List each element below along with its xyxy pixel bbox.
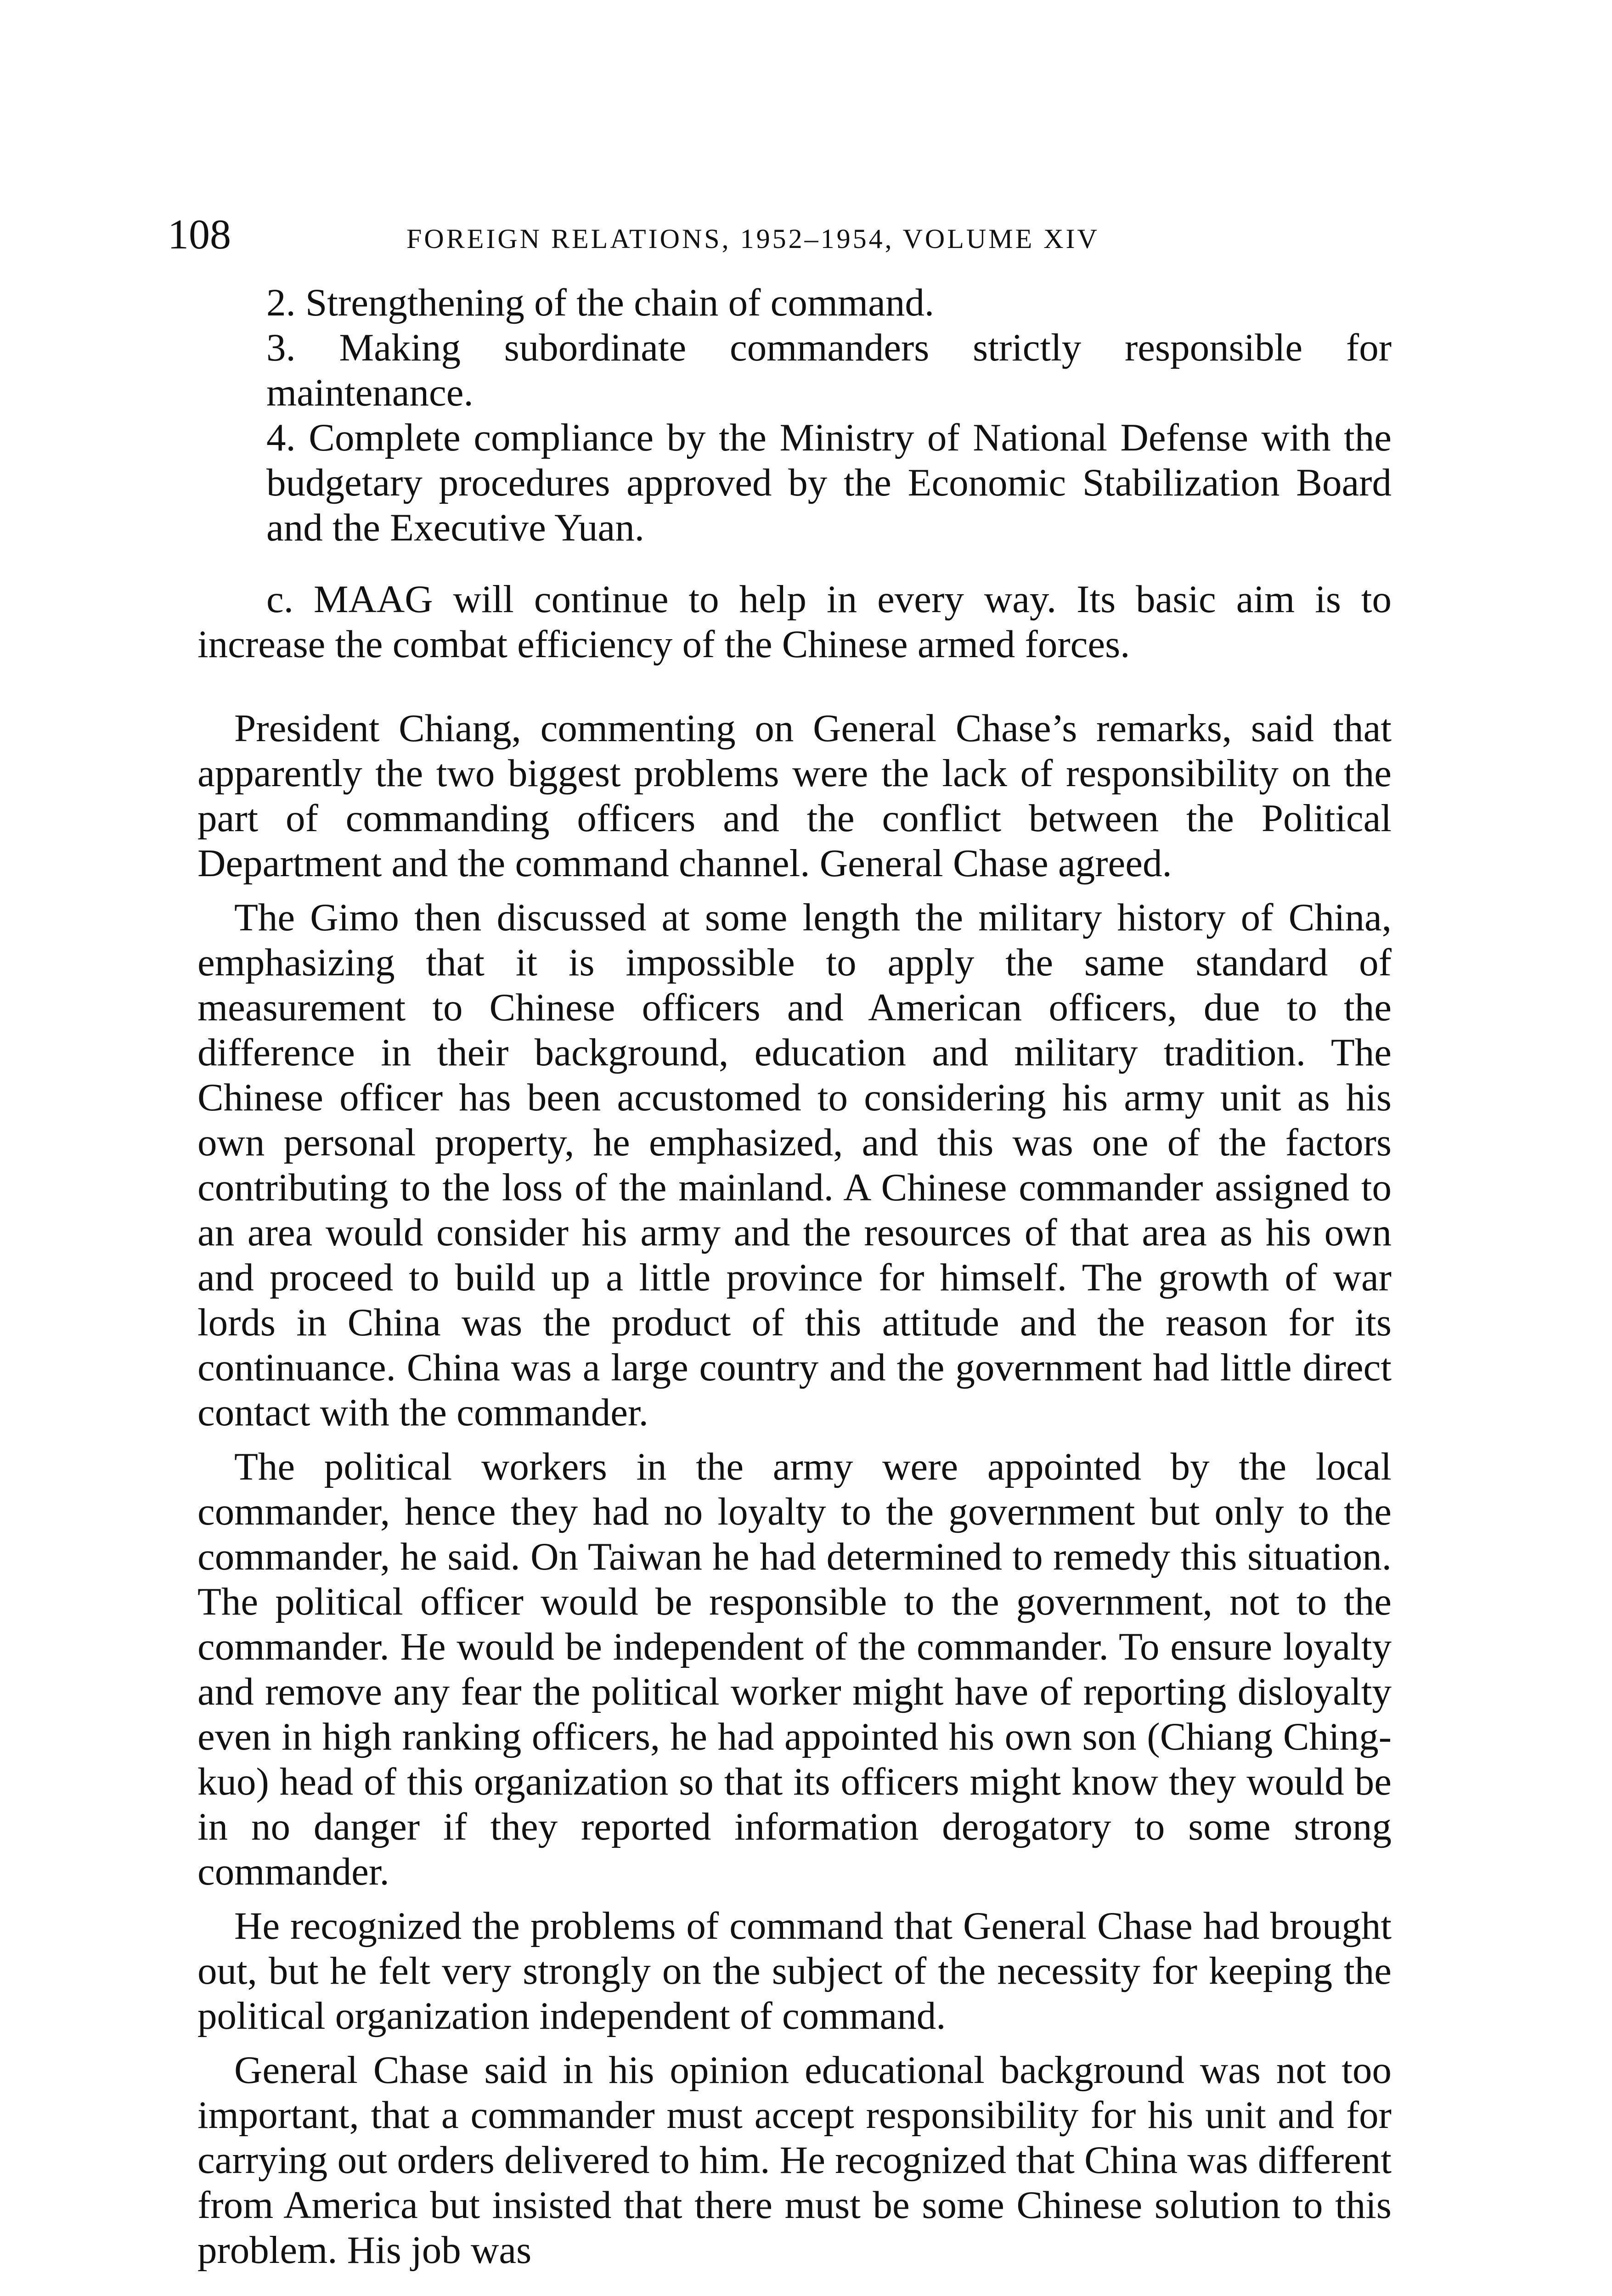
item-c-paragraph: c. MAAG will continue to help in every way. Its basic aim is to increase the combat efficiency of the Chinese armed forces. xyxy=(197,578,1392,666)
list-item: 2. Strengthening of the chain of command. xyxy=(266,281,935,324)
paragraph: The political workers in the army were appointed by the local commander, hence they had no loyalty to the government but only to the commander, he said. On Taiwan he had determined to remedy this situation. The political officer would be responsible to the government, not to the commander. He would be independent of the commander. To ensure loyalty and remove any fear the political worker might have of reporting disloyalty even in high ranking officers, he had appointed his own son (Chiang Ching-kuo) head of this organization so that its officers might know they would be in no danger if they reported information derogatory to some strong commander. xyxy=(197,1445,1392,1893)
numbered-list xyxy=(266,280,1392,550)
list-item: 4. Complete compliance by the Ministry of National Defense with the budgetary procedures approved by the Economic Stabilization Board and the Executive Yuan. xyxy=(266,416,1392,549)
running-title: FOREIGN RELATIONS, 1952–1954, VOLUME XIV xyxy=(406,224,1099,254)
page-header xyxy=(168,209,1431,264)
paragraph: President Chiang, commenting on General Chase’s remarks, said that apparently the two biggest problems were the lack of responsibility on the part of commanding officers and the conflict between the Political Department and the command channel. General Chase agreed. xyxy=(197,707,1392,885)
list-item: 3. Making subordinate commanders strictly responsible for maintenance. xyxy=(266,326,1392,414)
body-text xyxy=(197,706,1392,2273)
page-number: 108 xyxy=(168,211,231,258)
paragraph: General Chase said in his opinion educational background was not too important, that a commander must accept responsibility for his unit and for carrying out orders delivered to him. He recognized that China was different from America but insisted that there must be some Chinese solution to this problem. His job was xyxy=(197,2048,1392,2272)
paragraph: The Gimo then discussed at some length the military history of China, emphasizing that it is impossible to apply the same standard of measurement to Chinese officers and American officers, due to the difference in their background, education and military tradition. The Chinese officer has been accustomed to considering his army unit as his own personal property, he emphasized, and this was one of the factors contributing to the loss of the mainland. A Chinese commander assigned to an area would consider his army and the resources of that area as his own and proceed to build up a little province for himself. The growth of war lords in China was the product of this attitude and the reason for its continuance. China was a large country and the government had little direct contact with the commander. xyxy=(197,896,1392,1434)
page-content xyxy=(197,280,1392,2282)
paragraph: He recognized the problems of command that General Chase had brought out, but he felt very strongly on the subject of the necessity for keeping the political organization independent of command. xyxy=(197,1904,1392,2037)
